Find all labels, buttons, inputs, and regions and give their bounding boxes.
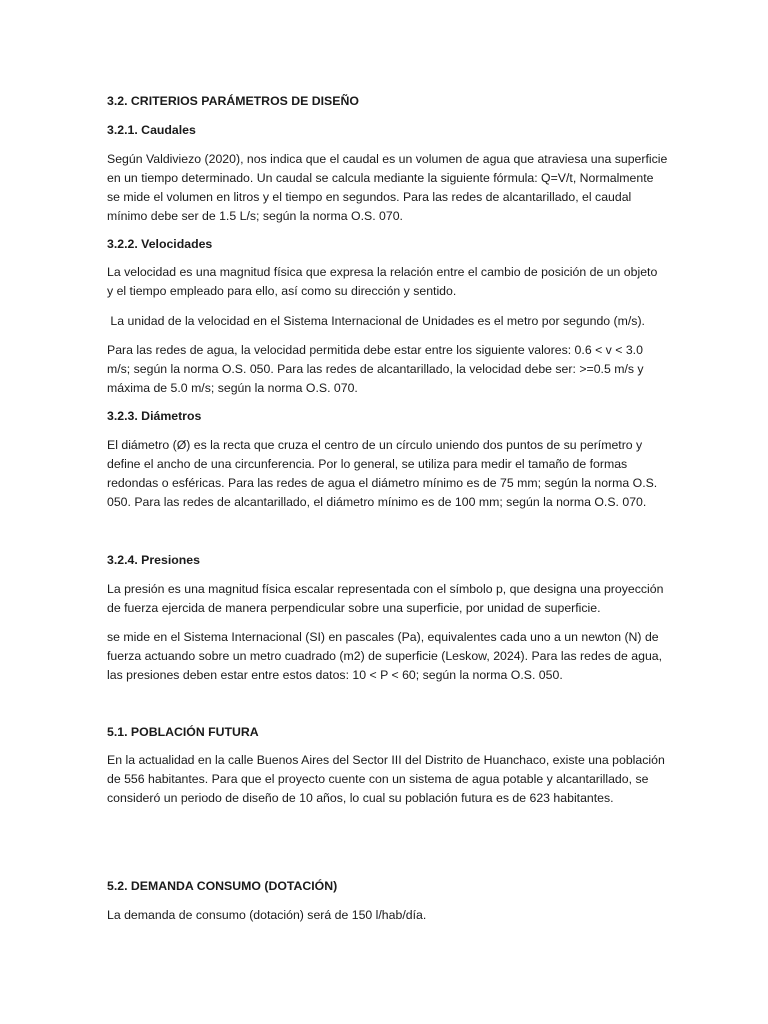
paragraph-velocidad-definicion: La velocidad es una magnitud física que expresa la relación entre el cambio de posición de un objeto y el tiempo empleado para ello, así como su dirección y sentido.	[107, 265, 658, 298]
subsection-heading-caudales: 3.2.1. Caudales	[107, 123, 196, 137]
section-heading-poblacion-futura: 5.1. POBLACIÓN FUTURA	[107, 725, 259, 739]
paragraph-velocidad-unidad: La unidad de la velocidad en el Sistema Internacional de Unidades es el metro por segundo (m/s).	[107, 314, 645, 328]
section-heading-3-2: 3.2. CRITERIOS PARÁMETROS DE DISEÑO	[107, 94, 359, 108]
subsection-heading-velocidades: 3.2.2. Velocidades	[107, 237, 213, 251]
subsection-heading-presiones: 3.2.4. Presiones	[107, 553, 200, 567]
paragraph-diametros: El diámetro (Ø) es la recta que cruza el centro de un círculo uniendo dos puntos de su perímetro y define el ancho de una circunferencia. Por lo general, se utiliza para medir el tamaño de formas redondas o esféricas. Para las redes de agua el diámetro mínimo es de 75 mm; según la norma O.S. 050. Para las redes de alcantarillado, el diámetro mínimo es de 100 mm; según la norma O.S. 070.	[107, 438, 658, 509]
paragraph-poblacion: En la actualidad en la calle Buenos Aires del Sector III del Distrito de Huanchaco, existe una población de 556 habitantes. Para que el proyecto cuente con un sistema de agua potable y alcantarillado, se consideró un periodo de diseño de 10 años, lo cual su población futura es de 623 habitantes.	[107, 753, 665, 805]
paragraph-demanda: La demanda de consumo (dotación) será de 150 l/hab/día.	[107, 908, 427, 922]
paragraph-presion-definicion: La presión es una magnitud física escalar representada con el símbolo p, que designa una proyección de fuerza ejercida de manera perpendicular sobre una superficie, por unidad de superficie.	[107, 582, 664, 615]
section-heading-demanda: 5.2. DEMANDA CONSUMO (DOTACIÓN)	[107, 879, 338, 893]
paragraph-presion-unidades: se mide en el Sistema Internacional (SI) en pascales (Pa), equivalentes cada uno a un newton (N) de fuerza actuando sobre un metro cuadrado (m2) de superficie (Leskow, 2024). Para las redes de agua, las presiones deben estar entre estos datos: 10 < P < 60; según la norma O.S. 050.	[107, 630, 663, 682]
subsection-heading-diametros: 3.2.3. Diámetros	[107, 409, 202, 423]
paragraph-caudales: Según Valdiviezo (2020), nos indica que el caudal es un volumen de agua que atraviesa una superficie en un tiempo determinado. Un caudal se calcula mediante la siguiente fórmula: Q=V/t, Normalmente se mide el volumen en litros y el tiempo en segundos. Para las redes de alcantarillado, el caudal mínimo debe ser de 1.5 L/s; según la norma O.S. 070.	[107, 152, 668, 223]
paragraph-velocidad-redes: Para las redes de agua, la velocidad permitida debe estar entre los siguiente valores: 0.6 < v < 3.0 m/s; según la norma O.S. 050. Para las redes de alcantarillado, la velocidad debe ser: >=0.5 m/s y máxima de 5.0 m/s; según la norma O.S. 070.	[107, 343, 644, 395]
